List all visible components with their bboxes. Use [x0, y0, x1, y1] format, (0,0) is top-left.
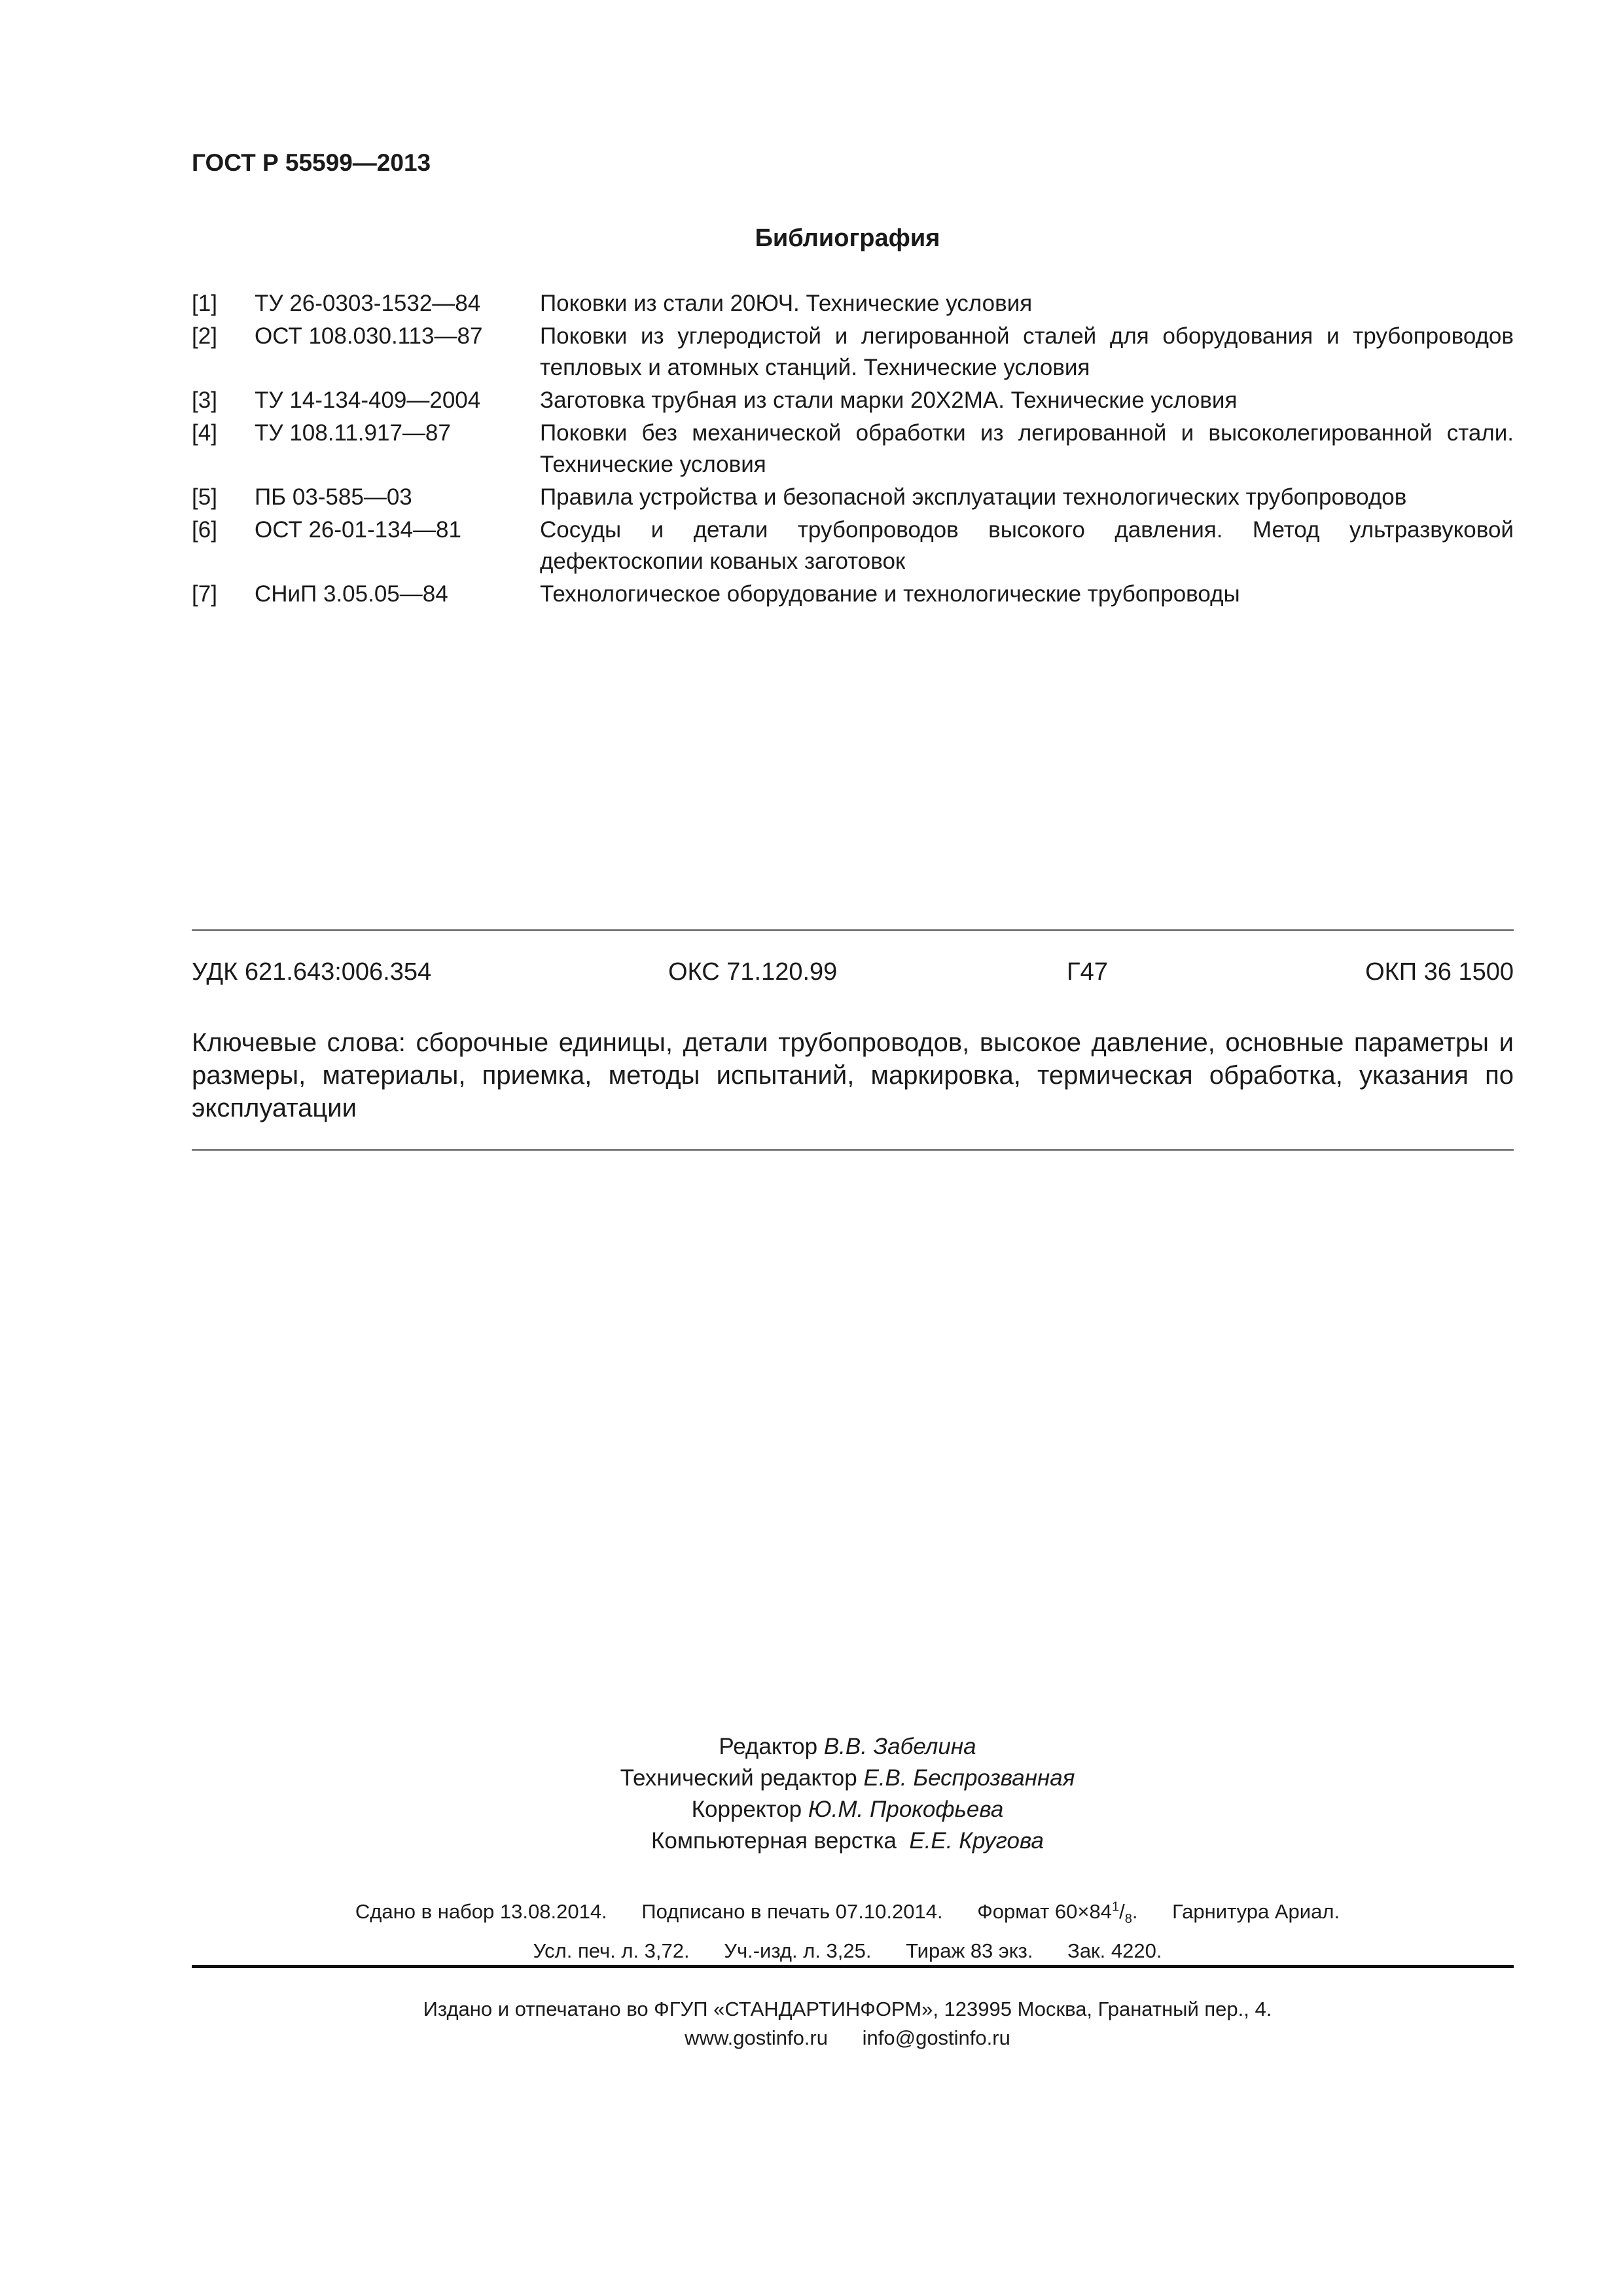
entry-number: [5]	[192, 484, 217, 510]
entry-number: [2]	[192, 323, 217, 349]
entry-text: Заготовка трубная из стали марки 20Х2МА. Технические условия	[540, 387, 1238, 413]
entry-text: Технологическое оборудование и технологические трубопроводы	[540, 581, 1240, 607]
publishing-sheets: Уч.-изд. л. 3,25.	[724, 1939, 872, 1962]
credit-role: Компьютерная верстка	[651, 1828, 897, 1854]
okp-code: ОКП 36 1500	[1365, 958, 1514, 986]
credit-role: Технический редактор	[620, 1765, 857, 1791]
credit-name: В.В. Забелина	[823, 1734, 976, 1759]
entry-text: Поковки из стали 20ЮЧ. Технические условия	[540, 291, 1033, 316]
entry-code: СНиП 3.05.05—84	[255, 581, 448, 607]
entry-number: [1]	[192, 291, 217, 316]
print-info-line	[0, 1935, 1623, 1967]
bibliography-entry	[192, 579, 1514, 610]
bibliography-entry	[192, 418, 1514, 480]
credits	[0, 1731, 1623, 1857]
credit-role: Редактор	[719, 1734, 818, 1759]
document-code: ГОСТ Р 55599—2013	[192, 149, 431, 176]
bibliography-entry	[192, 482, 1514, 513]
udk-code: УДК 621.643:006.354	[192, 958, 432, 986]
sent-to-set: Сдано в набор 13.08.2014.	[355, 1900, 607, 1924]
bibliography-entry	[192, 288, 1514, 319]
bibliography-entry	[192, 514, 1514, 577]
publisher-contacts	[0, 2024, 1623, 2053]
bibliography-title: Библиография	[755, 224, 940, 252]
credit-line	[0, 1731, 1623, 1763]
order-number: Зак. 4220.	[1067, 1939, 1162, 1962]
entry-number: [4]	[192, 420, 217, 446]
divider-bottom	[192, 1149, 1514, 1151]
publisher-line: Издано и отпечатано во ФГУП «СТАНДАРТИНФОРМ», 123995 Москва, Гранатный пер., 4.	[423, 1998, 1272, 2020]
entry-text: Сосуды и детали трубопроводов высокого давления. Метод ультразвуковой дефектоскопии кованых заготовок	[540, 517, 1514, 574]
email-link[interactable]: info@gostinfo.ru	[862, 2026, 1010, 2049]
entry-code: ПБ 03-585—03	[255, 484, 412, 510]
group-code: Г47	[1067, 958, 1108, 986]
publisher-info	[0, 1995, 1623, 2053]
signed-date: Подписано в печать 07.10.2014.	[641, 1900, 943, 1924]
entry-text: Поковки без механической обработки из легированной и высоколегированной стали. Технические условия	[540, 420, 1514, 477]
entry-number: [3]	[192, 387, 217, 413]
credit-role: Корректор	[691, 1797, 802, 1822]
credit-line	[0, 1763, 1623, 1794]
entry-number: [6]	[192, 517, 217, 543]
entry-code: ОСТ 26-01-134—81	[255, 517, 461, 543]
credit-line	[0, 1825, 1623, 1857]
divider-top	[192, 929, 1514, 931]
entry-text: Правила устройства и безопасной эксплуатации технологических трубопроводов	[540, 484, 1407, 510]
bibliography-entry	[192, 385, 1514, 416]
print-info	[0, 1892, 1623, 1967]
credit-name: Ю.М. Прокофьева	[808, 1797, 1004, 1822]
bibliography-entry	[192, 321, 1514, 384]
website-link[interactable]: www.gostinfo.ru	[685, 2026, 828, 2049]
credit-name: Е.В. Беспрозванная	[863, 1765, 1075, 1791]
bibliography-list	[192, 288, 1514, 611]
keywords: Ключевые слова: сборочные единицы, детали трубопроводов, высокое давление, основные параметры и размеры, материалы, приемка, методы испытаний, маркировка, термическая обработка, указания по эксплуатации	[192, 1028, 1514, 1122]
entry-code: ТУ 14-134-409—2004	[255, 387, 481, 413]
circulation: Тираж 83 экз.	[906, 1939, 1033, 1962]
oks-code: ОКС 71.120.99	[668, 958, 838, 986]
entry-code: ТУ 26-0303-1532—84	[255, 291, 481, 316]
entry-text: Поковки из углеродистой и легированной сталей для оборудования и трубопроводов тепловых и атомных станций. Технические условия	[540, 323, 1514, 380]
credit-line	[0, 1794, 1623, 1825]
divider-publisher	[192, 1965, 1514, 1968]
print-info-line	[0, 1892, 1623, 1935]
entry-code: ОСТ 108.030.113—87	[255, 323, 483, 349]
print-sheets: Усл. печ. л. 3,72.	[533, 1939, 690, 1962]
entry-number: [7]	[192, 581, 217, 607]
paper-format: Формат $60\times 84^1/_8$.	[977, 1900, 1138, 1927]
credit-name: Е.Е. Кругова	[909, 1828, 1044, 1854]
font-info: Гарнитура Ариал.	[1172, 1900, 1340, 1924]
entry-code: ТУ 108.11.917—87	[255, 420, 451, 446]
